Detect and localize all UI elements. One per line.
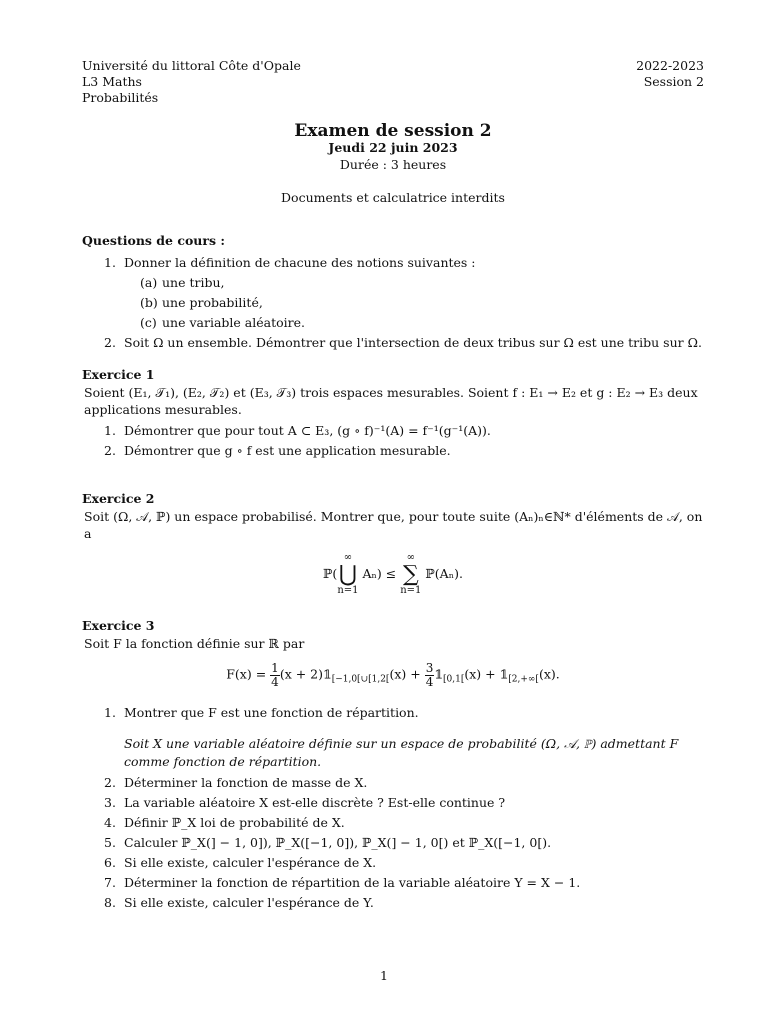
ex1-heading: Exercice 1 xyxy=(82,367,155,382)
academic-year: 2022-2023 xyxy=(636,58,704,73)
list-item: 1. Montrer que F est une fonction de répartition. xyxy=(104,704,419,720)
ex3-list xyxy=(82,703,704,723)
page-number: 1 xyxy=(380,968,388,983)
ex1-intro: Soient (E₁, 𝒯₁), (E₂, 𝒯₂) et (E₃, 𝒯₃) trois espaces mesurables. Soient f : E₁ → E₂ et g : E₂ → E₃ deux applications mesurables. xyxy=(84,385,698,417)
list-item: 3. La variable aléatoire X est-elle discrète ? Est-elle continue ? xyxy=(104,794,506,810)
exam-rules: Documents et calculatrice interdits xyxy=(281,190,505,205)
ex3-list-2 xyxy=(82,773,704,913)
ex3-formula: F(x) = $\frac{1}{4}$ $(x + 2)𝟙_{[-1,0[\cup[1,2[}(x)$ + $\frac{3}{4}$ $𝟙_{[0,1[}(x)$ + $𝟙_{[2,+\infty[}(x)$. xyxy=(226,661,560,690)
list-item: 8. Si elle existe, calculer l'espérance de Y. xyxy=(104,894,374,910)
exam-date: Jeudi 22 juin 2023 xyxy=(328,140,458,155)
header-right xyxy=(636,58,704,90)
fraction: $\frac{1}{4}$ xyxy=(271,661,279,690)
list-item: 6. Si elle existe, calculer l'espérance de X. xyxy=(104,854,377,870)
list-item: 5. Calculer ℙ_X(] − 1, 0]), ℙ_X([−1, 0]), ℙ_X(] − 1, 0[) et ℙ_X([−1, 0[). xyxy=(104,834,552,850)
exam-duration: Durée : 3 heures xyxy=(339,157,447,172)
course: Probabilités xyxy=(82,90,159,105)
exam-title: Examen de session 2 xyxy=(294,121,492,141)
sum-operator: ∞ ∑ n=1 xyxy=(400,551,422,596)
union-operator: ∞ ⋃ n=1 xyxy=(337,551,359,596)
ex3-italic-note: Soit X une variable aléatoire définie sur un espace de probabilité (Ω, 𝒜, ℙ) admettant F comme fonction de répartition. xyxy=(124,735,679,769)
header-left xyxy=(82,58,301,106)
header xyxy=(82,58,704,110)
list-item: (a) une tribu, xyxy=(140,275,225,290)
session: Session 2 xyxy=(643,74,704,89)
university: Université du littoral Côte d'Opale xyxy=(82,58,301,73)
ex2-formula: ℙ( ∞ ⋃ n=1 Aₙ) ≤ ∞ ∑ n=1 ℙ(Aₙ). xyxy=(323,551,463,596)
list-item: 2. Soit Ω un ensemble. Démontrer que l'intersection de deux tribus sur Ω est une tribu sur Ω. xyxy=(104,335,702,350)
level: L3 Maths xyxy=(82,74,142,89)
list-item: 2. Déterminer la fonction de masse de X. xyxy=(104,774,368,790)
list-item: (c) une variable aléatoire. xyxy=(140,315,305,330)
cours-heading: Questions de cours : xyxy=(82,233,225,248)
list-item: 7. Déterminer la fonction de répartition de la variable aléatoire Y = X − 1. xyxy=(104,874,581,890)
list-item: 4. Définir ℙ_X loi de probabilité de X. xyxy=(104,814,345,830)
ex1-list xyxy=(82,421,704,461)
exam-page xyxy=(82,58,704,913)
fraction: $\frac{3}{4}$ xyxy=(425,661,434,690)
list-item: 1. Démontrer que pour tout A ⊂ E₃, (g ∘ f)⁻¹(A) = f⁻¹(g⁻¹(A)). xyxy=(104,422,491,438)
sub-list xyxy=(124,273,704,333)
ex2-intro: Soit (Ω, 𝒜, ℙ) un espace probabilisé. Montrer que, pour toute suite (Aₙ)ₙ∈ℕ* d'éléments de 𝒜, on a xyxy=(84,508,703,541)
title-block xyxy=(82,120,704,207)
list-item: (b) une probabilité, xyxy=(140,295,263,310)
ex3-intro: Soit F la fonction définie sur ℝ par xyxy=(84,635,305,651)
cours-list xyxy=(82,253,704,353)
list-item: 1. Donner la définition de chacune des notions suivantes : (a) une tribu, (b) une probabilité, (c) une variable aléatoire. xyxy=(82,253,704,333)
ex3-heading: Exercice 3 xyxy=(82,617,155,633)
ex2-heading: Exercice 2 xyxy=(82,490,155,506)
list-item: 2. Démontrer que g ∘ f est une application mesurable. xyxy=(104,442,451,458)
